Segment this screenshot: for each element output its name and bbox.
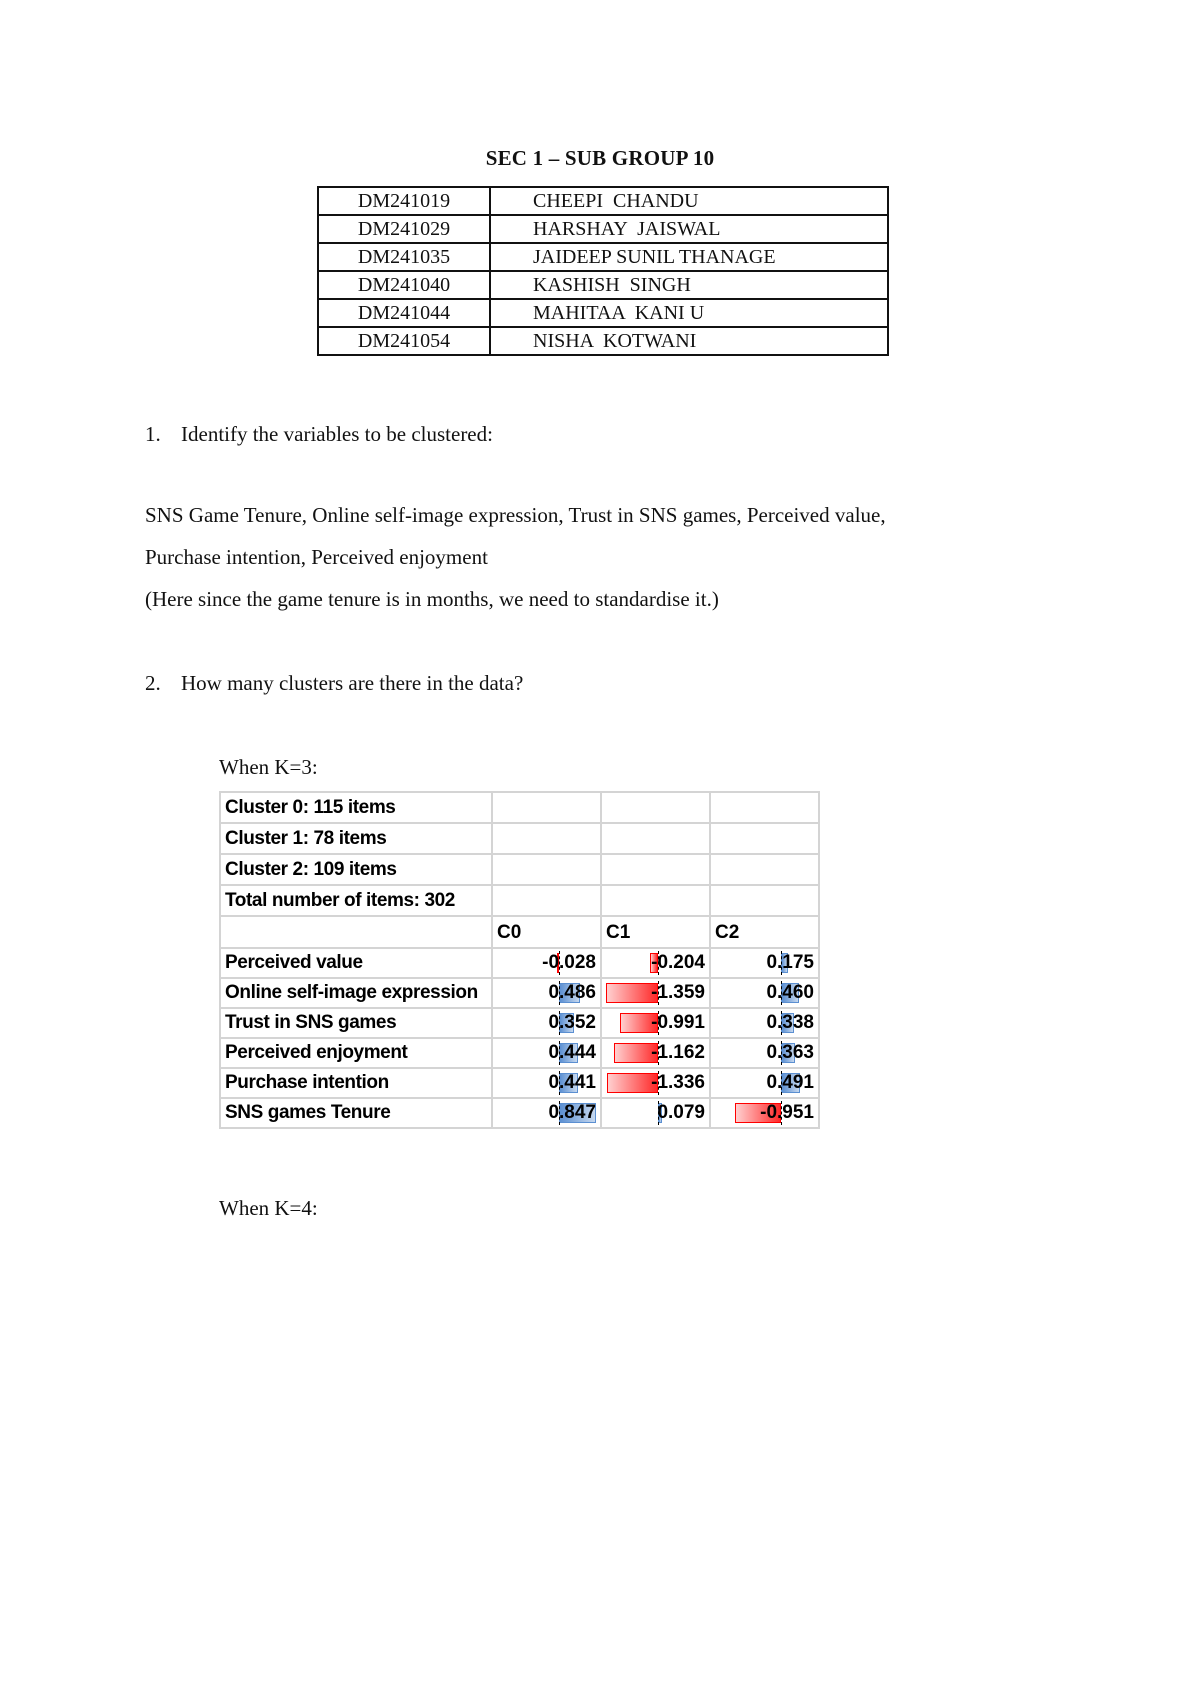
cluster-value-cell <box>710 1038 819 1068</box>
cluster-value: 0.444 <box>548 1042 596 1063</box>
member-row <box>318 271 888 299</box>
empty-cell <box>710 854 819 885</box>
cluster-value-cell <box>492 1068 601 1098</box>
cluster-value-cell <box>492 1038 601 1068</box>
member-name: NISHA KOTWANI <box>490 327 888 355</box>
cluster-value-cell <box>710 1008 819 1038</box>
member-id: DM241044 <box>318 299 490 327</box>
member-name: CHEEPI CHANDU <box>490 187 888 215</box>
member-row <box>318 215 888 243</box>
answer-line-3: (Here since the game tenure is in months, we need to standardise it.) <box>145 587 719 611</box>
question-text: Identify the variables to be clustered: <box>181 422 493 446</box>
cluster-value: 0.491 <box>766 1072 814 1093</box>
member-id: DM241029 <box>318 215 490 243</box>
variable-label: Trust in SNS games <box>220 1008 492 1038</box>
cluster-header: C2 <box>710 916 819 948</box>
cluster-value: 0.460 <box>766 982 814 1003</box>
cluster-summary-text: Total number of items: 302 <box>220 885 492 916</box>
cluster-value-cell <box>492 1008 601 1038</box>
cluster-value: 0.338 <box>766 1012 814 1033</box>
cluster-value: -1.359 <box>651 982 705 1003</box>
member-row <box>318 187 888 215</box>
answer-line-1: SNS Game Tenure, Online self-image expression, Trust in SNS games, Perceived value, <box>145 503 886 527</box>
cluster-summary-row <box>220 823 819 854</box>
empty-cell <box>601 792 710 823</box>
empty-cell <box>601 823 710 854</box>
cluster-data-row <box>220 1038 819 1068</box>
cluster-value-cell <box>601 948 710 978</box>
cluster-value: -0.204 <box>651 952 705 973</box>
cluster-value: 0.441 <box>548 1072 596 1093</box>
member-row <box>318 299 888 327</box>
cluster-value-cell <box>710 948 819 978</box>
empty-cell <box>492 792 601 823</box>
k4-label: When K=4: <box>219 1196 318 1220</box>
cluster-summary-text: Cluster 2: 109 items <box>220 854 492 885</box>
cluster-value-cell <box>710 978 819 1008</box>
cluster-header: C1 <box>601 916 710 948</box>
member-name: MAHITAA KANI U <box>490 299 888 327</box>
empty-cell <box>710 885 819 916</box>
members-table <box>317 186 889 356</box>
cluster-value: -0.951 <box>760 1102 814 1123</box>
cluster-data-row <box>220 948 819 978</box>
cluster-data-row <box>220 1068 819 1098</box>
cluster-value: -0.028 <box>542 952 596 973</box>
cluster-data-row <box>220 1098 819 1128</box>
member-id: DM241035 <box>318 243 490 271</box>
empty-cell <box>492 885 601 916</box>
cluster-summary-row <box>220 792 819 823</box>
empty-cell <box>601 854 710 885</box>
cluster-value: 0.363 <box>766 1042 814 1063</box>
cluster-value: 0.847 <box>548 1102 596 1123</box>
cluster-summary-row <box>220 854 819 885</box>
member-name: KASHISH SINGH <box>490 271 888 299</box>
cluster-value-cell <box>601 1098 710 1128</box>
empty-cell <box>220 916 492 948</box>
variable-label: Perceived value <box>220 948 492 978</box>
cluster-table <box>219 791 820 1129</box>
cluster-value-cell <box>710 1068 819 1098</box>
empty-cell <box>492 823 601 854</box>
empty-cell <box>601 885 710 916</box>
member-row <box>318 327 888 355</box>
empty-cell <box>710 823 819 854</box>
answer-line-2: Purchase intention, Perceived enjoyment <box>145 545 488 569</box>
question-number: 1. <box>145 422 161 446</box>
cluster-header: C0 <box>492 916 601 948</box>
question-number: 2. <box>145 671 161 695</box>
cluster-summary-text: Cluster 0: 115 items <box>220 792 492 823</box>
member-name: HARSHAY JAISWAL <box>490 215 888 243</box>
cluster-value-cell <box>492 948 601 978</box>
cluster-summary-row <box>220 885 819 916</box>
cluster-summary-text: Cluster 1: 78 items <box>220 823 492 854</box>
cluster-value: -0.991 <box>651 1012 705 1033</box>
empty-cell <box>492 854 601 885</box>
cluster-value: 0.079 <box>657 1102 705 1123</box>
cluster-value: -1.336 <box>651 1072 705 1093</box>
member-id: DM241019 <box>318 187 490 215</box>
variable-label: Purchase intention <box>220 1068 492 1098</box>
cluster-data-row <box>220 978 819 1008</box>
cluster-value: 0.486 <box>548 982 596 1003</box>
cluster-value-cell <box>601 1038 710 1068</box>
cluster-value-cell <box>492 978 601 1008</box>
variable-label: Online self-image expression <box>220 978 492 1008</box>
cluster-value: -1.162 <box>651 1042 705 1063</box>
cluster-value: 0.175 <box>766 952 814 973</box>
cluster-header-row <box>220 916 819 948</box>
member-row <box>318 243 888 271</box>
cluster-value-cell <box>601 1068 710 1098</box>
member-name: JAIDEEP SUNIL THANAGE <box>490 243 888 271</box>
page-title: SEC 1 – SUB GROUP 10 <box>485 146 715 170</box>
empty-cell <box>710 792 819 823</box>
cluster-value-cell <box>601 1008 710 1038</box>
cluster-value-cell <box>710 1098 819 1128</box>
question-1 <box>145 422 493 447</box>
question-2 <box>145 671 523 696</box>
cluster-value-cell <box>492 1098 601 1128</box>
member-id: DM241054 <box>318 327 490 355</box>
variable-label: SNS games Tenure <box>220 1098 492 1128</box>
variable-label: Perceived enjoyment <box>220 1038 492 1068</box>
cluster-data-row <box>220 1008 819 1038</box>
question-text: How many clusters are there in the data? <box>181 671 524 695</box>
cluster-value: 0.352 <box>548 1012 596 1033</box>
k3-label: When K=3: <box>219 755 318 779</box>
member-id: DM241040 <box>318 271 490 299</box>
cluster-value-cell <box>601 978 710 1008</box>
